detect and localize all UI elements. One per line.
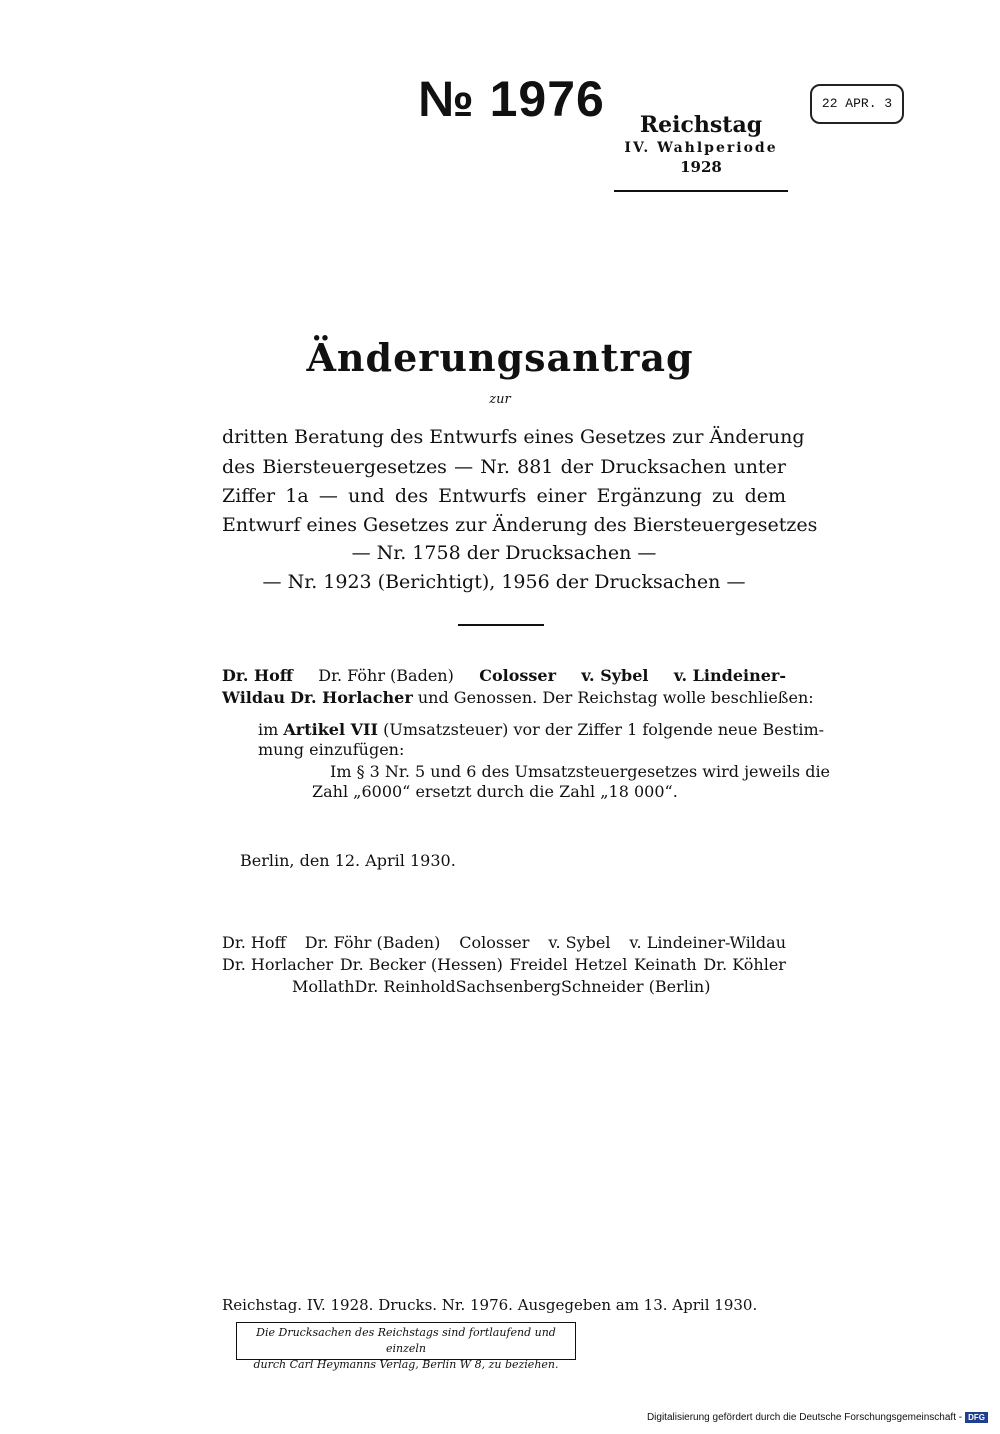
motion-sponsors-line <box>222 665 786 687</box>
distribution-notice-line: durch Carl Heymanns Verlag, Berlin W 8, zu beziehen. <box>253 1358 559 1371</box>
digitization-credit-text: Digitalisierung gefördert durch die Deutsche Forschungsgemeinschaft - <box>646 1412 963 1423</box>
amendment-text: Zahl „6000“ ersetzt durch die Zahl „18 000“. <box>312 782 678 801</box>
signatory: v. Sybel <box>548 933 611 952</box>
amendment-text: Im § 3 Nr. 5 und 6 des Umsatzsteuergesetzes wird jeweils die <box>330 762 831 781</box>
instruction-text: (Umsatzsteuer) vor der Ziffer 1 folgende neue Bestim- <box>383 720 825 739</box>
article-reference: Artikel VII <box>283 720 378 739</box>
signatory: Dr. Hoff <box>222 933 286 952</box>
signatories-row <box>222 932 786 954</box>
instruction-text: im <box>258 720 279 739</box>
motion-resolution-text: und Genossen. Der Reichstag wolle beschließen: <box>417 688 814 707</box>
digitization-credit <box>647 1412 988 1423</box>
signatory: Dr. Horlacher <box>222 955 334 974</box>
reference-line: Entwurf eines Gesetzes zur Änderung des Biersteuergesetzes <box>222 514 818 536</box>
sponsor-name: Colosser <box>479 666 556 685</box>
document-title: Änderungsantrag <box>306 335 694 380</box>
motion-sponsors-continued <box>222 687 814 709</box>
publication-footer: Reichstag. IV. 1928. Drucks. Nr. 1976. Ausgegeben am 13. April 1930. <box>222 1296 758 1314</box>
distribution-notice-line: Die Drucksachen des Reichstags sind fortlaufend und einzeln <box>256 1326 556 1355</box>
signatory: Sachsenberg <box>455 977 562 996</box>
section-separator <box>458 624 544 626</box>
signatory: Dr. Köhler <box>703 955 786 974</box>
dfg-logo-icon: DFG <box>965 1412 988 1423</box>
sponsor-name: v. Lindeiner- <box>673 666 786 685</box>
amendment-instruction-continued: mung einzufügen: <box>258 740 405 759</box>
parliament-header <box>612 112 790 176</box>
reference-line: Ziffer 1a — und des Entwurfs einer Ergänzung zu dem <box>222 485 786 507</box>
signatory: Freidel <box>509 955 568 974</box>
sponsor-name: Dr. Hoff <box>222 666 293 685</box>
signatory: Mollath <box>292 977 355 996</box>
sponsor-name: Dr. Horlacher <box>290 688 413 707</box>
header-rule <box>614 190 788 192</box>
sponsor-name: Dr. Föhr (Baden) <box>318 666 454 685</box>
signatories-row <box>292 976 710 998</box>
electoral-period: IV. Wahlperiode <box>624 140 778 156</box>
amendment-instruction <box>258 719 825 741</box>
reference-centered-line: — Nr. 1758 der Drucksachen — <box>351 542 657 564</box>
reference-line: dritten Beratung des Entwurfs eines Gesetzes zur Änderung <box>222 426 805 448</box>
signatory: Keinath <box>633 955 697 974</box>
reference-line: des Biersteuergesetzes — Nr. 881 der Drucksachen unter <box>222 456 786 478</box>
parliament-name: Reichstag <box>639 112 763 138</box>
receipt-stamp: 22 APR. 3 <box>810 84 904 124</box>
title-connector: zur <box>489 392 511 407</box>
signatories-row <box>222 954 786 976</box>
period-year: 1928 <box>680 158 722 176</box>
signatory: Dr. Föhr (Baden) <box>304 933 441 952</box>
distribution-notice-box <box>236 1322 576 1371</box>
signatory: v. Lindeiner-Wildau <box>629 933 786 952</box>
signatory: Hetzel <box>574 955 628 974</box>
sponsor-name: Wildau <box>222 688 286 707</box>
place-and-date: Berlin, den 12. April 1930. <box>240 851 456 870</box>
signatory: Dr. Becker (Hessen) <box>339 955 503 974</box>
reference-centered-line: — Nr. 1923 (Berichtigt), 1956 der Drucksachen — <box>262 571 746 593</box>
signatory: Schneider (Berlin) <box>561 977 711 996</box>
signatory: Dr. Reinhold <box>354 977 456 996</box>
signatory: Colosser <box>459 933 530 952</box>
document-number: № 1976 <box>418 71 605 127</box>
sponsor-name: v. Sybel <box>581 666 649 685</box>
